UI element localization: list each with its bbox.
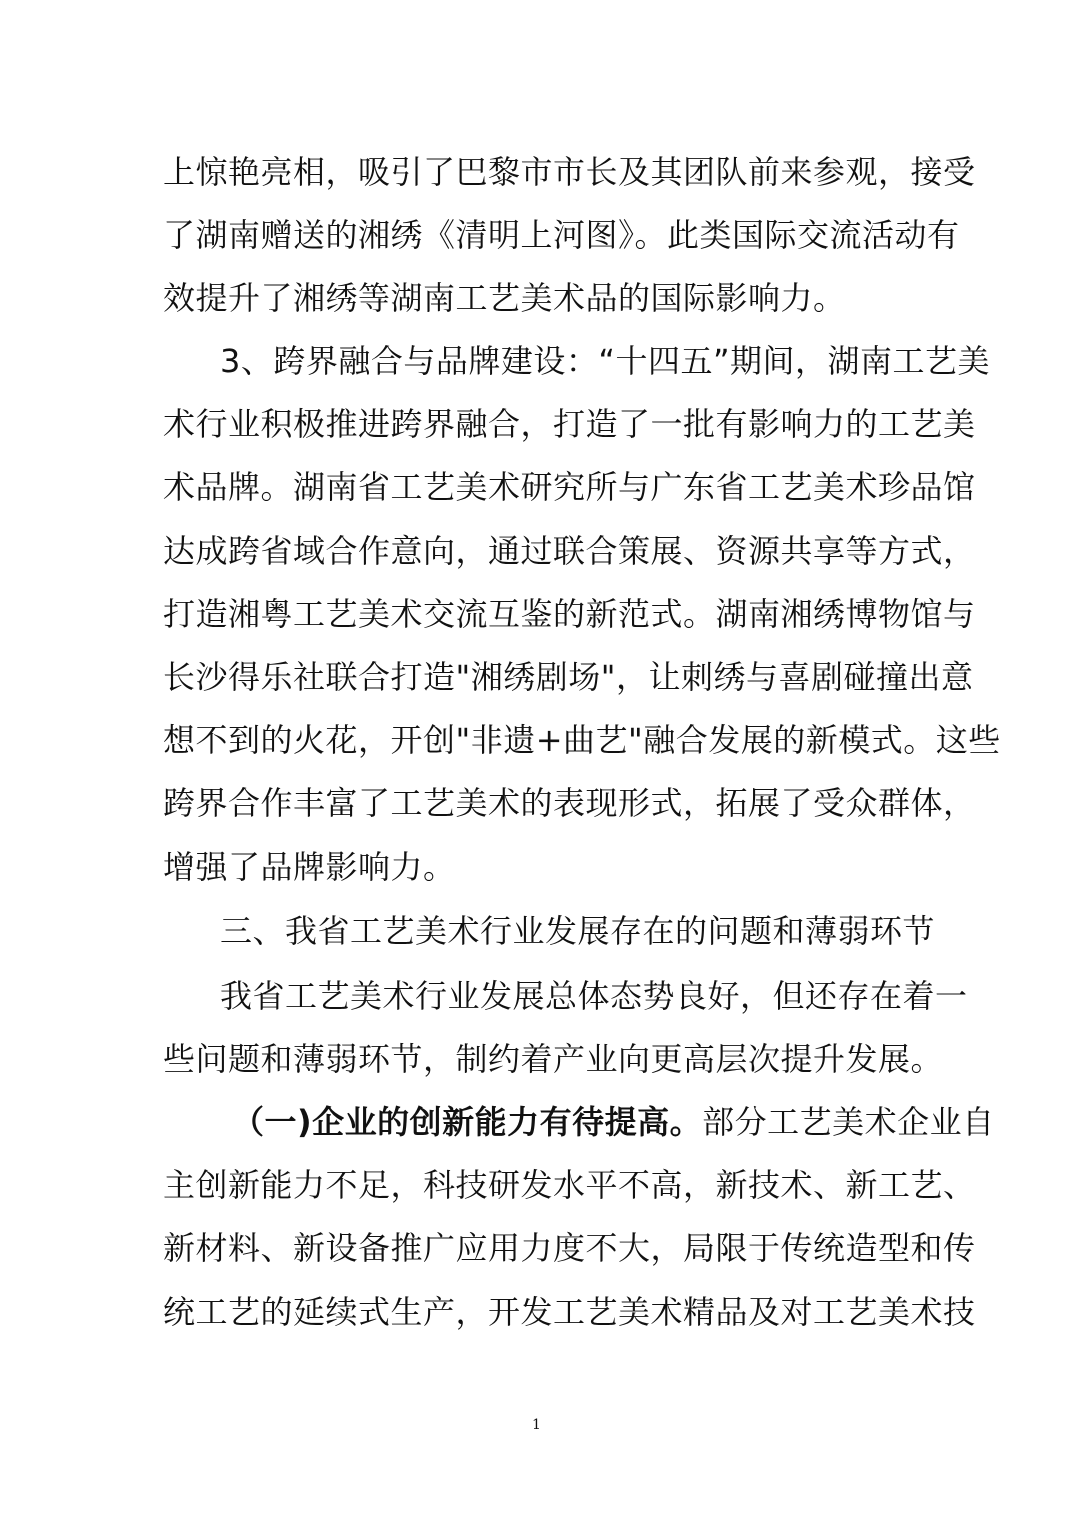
body-line: 打造湘粤工艺美术交流互鉴的新范式。湖南湘绣博物馆与 [163,595,976,633]
body-line: 统工艺的延续式生产，开发工艺美术精品及对工艺美术技 [163,1293,976,1331]
body-line: 想不到的火花，开创"非遗+曲艺"融合发展的新模式。这些 [163,721,1001,759]
subsection-line [232,1102,995,1142]
body-line: 术行业积极推进跨界融合，打造了一批有影响力的工艺美 [163,405,976,443]
body-line: 术品牌。湖南省工艺美术研究所与广东省工艺美术珍品馆 [163,468,976,506]
body-line: 达成跨省域合作意向，通过联合策展、资源共享等方式， [163,532,976,570]
body-line: 些问题和薄弱环节，制约着产业向更高层次提升发展。 [163,1040,944,1078]
body-line: 上惊艳亮相，吸引了巴黎市市长及其团队前来参观，接受 [163,153,976,191]
body-line: 我省工艺美术行业发展总体态势良好，但还存在着一 [220,977,968,1015]
subsection-text: 部分工艺美术企业自 [702,1103,995,1141]
body-line: 了湖南赠送的湘绣《清明上河图》。此类国际交流活动有 [163,216,960,254]
body-line: 跨界合作丰富了工艺美术的表现形式，拓展了受众群体， [163,784,976,822]
section-heading: 三、我省工艺美术行业发展存在的问题和薄弱环节 [220,912,936,950]
page-number: 1 [532,1417,541,1433]
body-line: 增强了品牌影响力。 [163,848,456,886]
body-line: 长沙得乐社联合打造"湘绣剧场"，让刺绣与喜剧碰撞出意 [163,658,974,696]
body-line: 新材料、新设备推广应用力度不大，局限于传统造型和传 [163,1229,976,1267]
subsection-heading: （一)企业的创新能力有待提高。 [232,1103,703,1141]
body-line: 效提升了湘绣等湖南工艺美术品的国际影响力。 [163,279,846,317]
body-line: 主创新能力不足，科技研发水平不高，新技术、新工艺、 [163,1166,976,1204]
body-line: 3、跨界融合与品牌建设：“十四五”期间，湖南工艺美 [220,342,991,380]
